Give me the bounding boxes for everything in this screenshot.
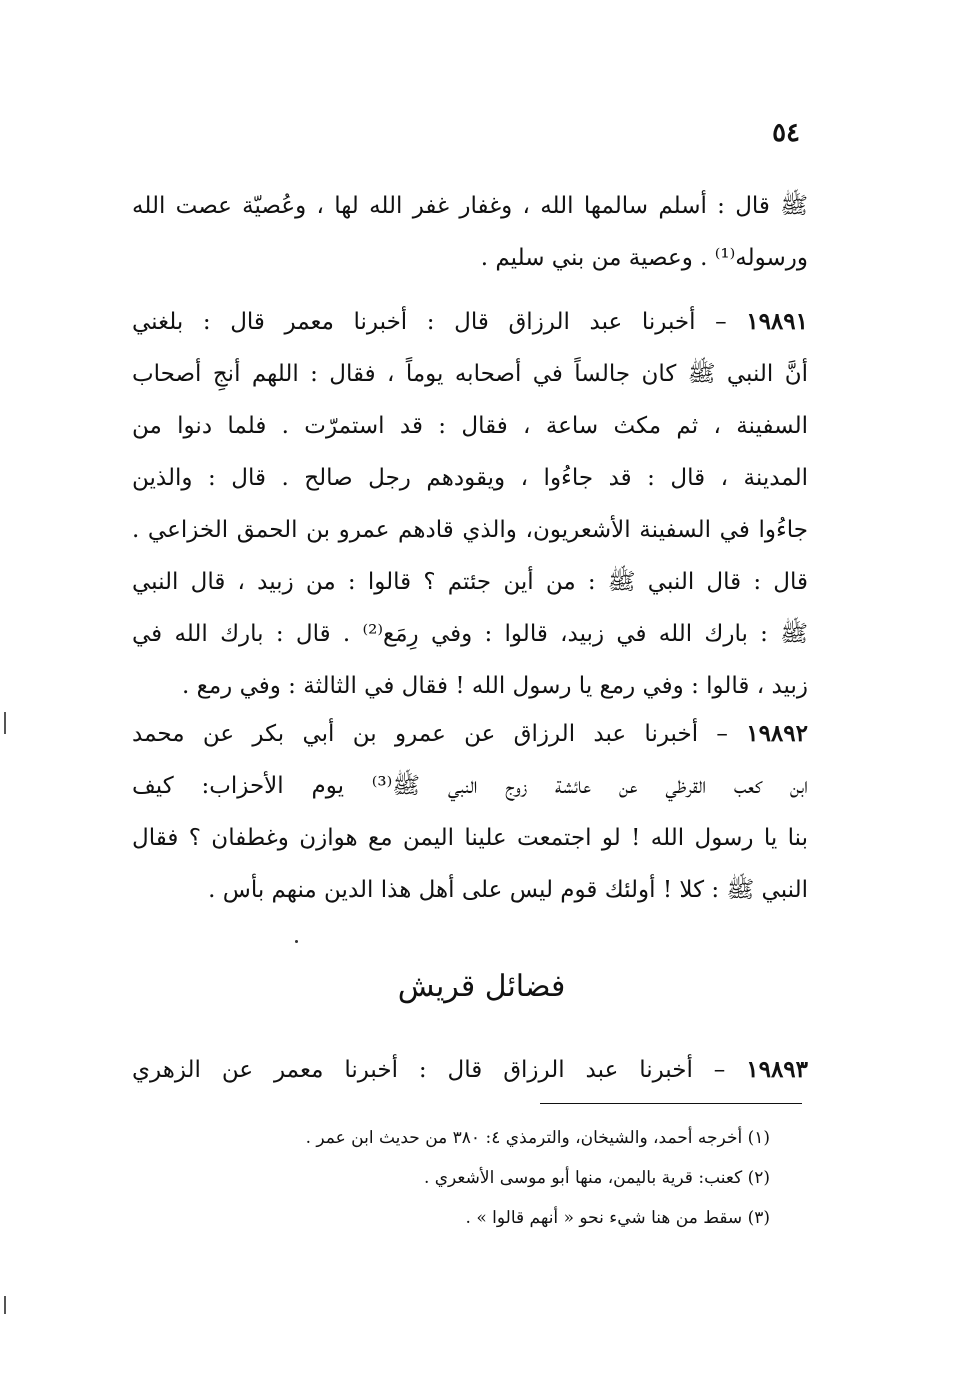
- text-line: جاءُوا في السفينة الأشعريون، والذي قادهم عمرو بن الحمق الخزاعي .: [132, 517, 808, 543]
- footnote-2: (٢) كعنب: قرية باليمن، منها أبو موسى الأشعري .: [423, 1168, 770, 1188]
- text-line: زبيد ، قالوا : وفي رمع يا رسول الله ! فقال في الثالثة : وفي رمع .: [182, 673, 808, 699]
- margin-mark: [4, 1296, 6, 1314]
- hadith-number: ١٩٨٩٣: [746, 1056, 808, 1083]
- text-line: المدينة ، قال : قد جاءُوا ، ويقودهم رجل صالح . قال : والذين: [132, 465, 808, 491]
- text-line: بنا يا رسول الله ! لو اجتمعت علينا اليمن مع هوازن وغطفان ؟ فقال: [132, 825, 808, 851]
- text-line-first: [132, 708, 808, 760]
- print-dot: [295, 940, 298, 943]
- hadith-19893: [132, 1044, 808, 1096]
- text-line-first: [132, 296, 808, 348]
- text-line: السفينة ، ثم مكث ساعة ، فقال : قد استمرّت . فلما دنوا من: [132, 413, 808, 439]
- footnotes: [150, 1118, 770, 1238]
- text-segment: – أخبرنا عبد الرزاق قال : أخبرنا معمر قال : بلغني: [132, 309, 727, 335]
- footnote-1: (١) أخرجه أحمد، والشيخان، والترمذي ٤: ٣٨٠ من حديث ابن عمر .: [305, 1128, 770, 1148]
- text-line: النبي ﷺ : كلا ! أولئك قوم ليس على أهل هذا الدين منهم بأس .: [208, 877, 808, 903]
- footnote-3: (٣) سقط من هنا شيء نحو « أنهم قالوا » .: [465, 1208, 770, 1228]
- text-line: ورسوله⁽¹⁾ . وعصية من بني سليم .: [480, 245, 808, 271]
- text-line: ﷺ : بارك الله في زبيد، قالوا : وفي رِمَع⁽²⁾ . قال : بارك الله في: [132, 621, 808, 647]
- text-line: قال : قال النبي ﷺ : من أين جئتم ؟ قالوا : من زبيد ، قال النبي: [132, 569, 808, 595]
- text-line: ﷺ قال : أسلم سالمها الله ، وغفار غفر الله لها ، وعُصيّة عصت الله: [132, 193, 808, 219]
- hadith-19892: [132, 708, 808, 916]
- section-heading: فضائل قريش: [397, 969, 566, 1004]
- text-line-first: [132, 1044, 808, 1096]
- hadith-19891: [132, 296, 808, 712]
- intro-paragraph: [132, 180, 808, 284]
- text-line: ابن كعب القرظي عن عائشة زوج النبي ﷺ⁽³⁾ يوم الأحزاب: كيف: [132, 773, 808, 799]
- page-number: ٥٤: [772, 118, 800, 148]
- hadith-number: ١٩٨٩١: [746, 308, 808, 335]
- text-segment: – أخبرنا عبد الرزاق عن عمرو بن أبي بكر عن محمد: [132, 721, 728, 747]
- margin-mark: [4, 712, 6, 734]
- text-segment: – أخبرنا عبد الرزاق قال : أخبرنا معمر عن الزهري: [132, 1057, 726, 1083]
- footnote-divider: [540, 1103, 802, 1104]
- text-line: أنَّ النبي ﷺ كان جالساً في أصحابه يوماً ، فقال : اللهم أنجِ أصحاب: [132, 361, 808, 387]
- hadith-number: ١٩٨٩٢: [746, 720, 808, 747]
